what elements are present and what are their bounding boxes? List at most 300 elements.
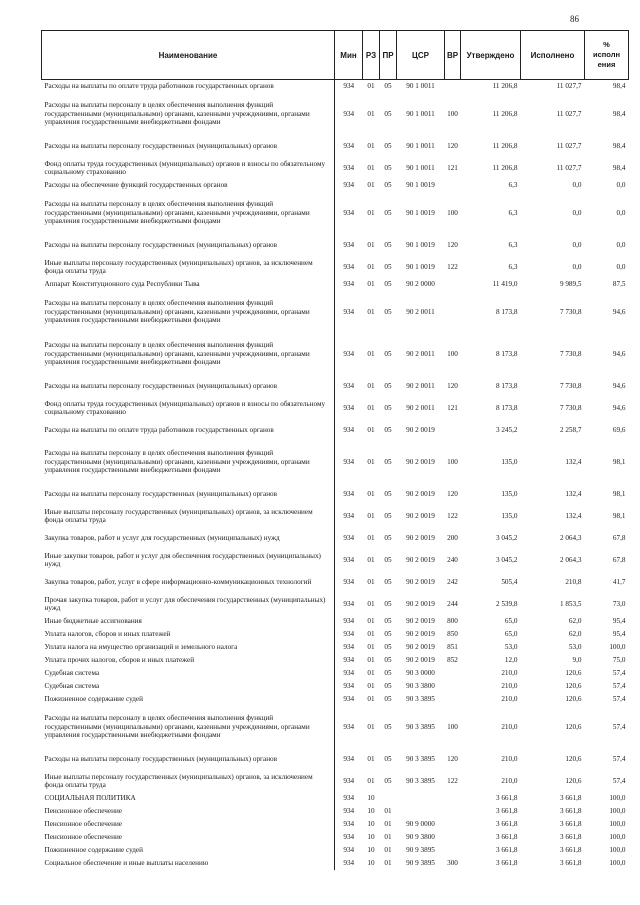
cell-pct: 67,8: [612, 533, 626, 542]
cell-vr: 121: [447, 163, 458, 172]
cell-csr: 90 2 0019: [406, 555, 435, 564]
cell-csr: 90 9 0000: [406, 820, 435, 829]
table-row: [42, 179, 629, 192]
cell-approved: 53,0: [504, 643, 518, 652]
cell-name: Фонд оплаты труда государственных (муниципальных) органов и взносы по обязательному социальному страхованию: [44, 399, 326, 416]
cell-vr: 120: [447, 381, 458, 390]
cell-rz: 01: [367, 577, 375, 586]
cell-min: 934: [335, 628, 363, 641]
cell-vr: [445, 818, 461, 831]
cell-executed: 0,0: [572, 262, 582, 271]
cell-vr: 200: [447, 533, 458, 542]
cell-approved: 11 206,8: [492, 141, 518, 150]
cell-vr: 120: [447, 240, 458, 249]
cell-name: Расходы на выплаты персоналу государственных (муниципальных) органов: [44, 381, 278, 390]
cell-approved: 135,0: [501, 457, 518, 466]
col-rz-header: РЗ: [363, 31, 380, 80]
cell-min: 934: [335, 805, 363, 818]
cell-csr: 90 3 3895: [406, 776, 435, 785]
cell-executed: 9,0: [572, 656, 582, 665]
cell-vr: 122: [447, 511, 458, 520]
cell-name: Расходы на выплаты по оплате труда работников государственных органов: [44, 425, 274, 434]
cell-csr: 90 1 0019: [406, 208, 435, 217]
cell-pct: 57,4: [612, 682, 626, 691]
col-min-header: Мин: [335, 31, 363, 80]
cell-pr: 05: [384, 307, 392, 316]
cell-executed: 7 730,8: [559, 307, 582, 316]
table-row: [42, 641, 629, 654]
cell-vr: [445, 805, 461, 818]
cell-pr: 05: [384, 82, 392, 91]
cell-pr: 01: [384, 859, 392, 868]
col-pct-header: [585, 31, 629, 80]
cell-approved: 6,3: [508, 240, 518, 249]
cell-pct: 87,5: [612, 280, 626, 289]
table-row: [42, 441, 629, 483]
cell-min: 934: [335, 291, 363, 333]
table-header-row: [42, 31, 629, 80]
cell-pr: 05: [384, 457, 392, 466]
cell-approved: 135,0: [501, 511, 518, 520]
cell-min: 934: [335, 693, 363, 706]
cell-executed: 7 730,8: [559, 381, 582, 390]
cell-name: Расходы на выплаты персоналу в целях обеспечения выполнения функций государственными (муниципальными) органами, казенными учреждениями, органами управления государственными внебюджетными фондами: [44, 449, 310, 475]
cell-min: 934: [335, 234, 363, 256]
cell-approved: 135,0: [501, 489, 518, 498]
cell-csr: 90 2 0000: [406, 280, 435, 289]
cell-executed: 132,4: [565, 489, 582, 498]
cell-min: 934: [335, 80, 363, 94]
cell-approved: 210,0: [501, 754, 518, 763]
cell-name: Аппарат Конституционного суда Республики Тыва: [44, 280, 200, 289]
cell-name: Пожизненное содержание судей: [44, 846, 143, 855]
table-row: [42, 615, 629, 628]
cell-pct: 57,4: [612, 669, 626, 678]
cell-vr: 100: [447, 349, 458, 358]
cell-approved: 11 206,8: [492, 82, 518, 91]
cell-vr: [445, 831, 461, 844]
cell-min: 934: [335, 93, 363, 135]
cell-executed: 120,6: [565, 669, 582, 678]
cell-pct: 98,4: [612, 109, 626, 118]
cell-min: 934: [335, 135, 363, 157]
cell-rz: 01: [367, 381, 375, 390]
cell-name: Иные выплаты персоналу государственных (муниципальных) органов, за исключением фонда оплаты труда: [44, 507, 313, 524]
cell-pr: 05: [384, 682, 392, 691]
cell-pr: 05: [384, 722, 392, 731]
cell-approved: 6,3: [508, 208, 518, 217]
cell-pct: 57,4: [612, 722, 626, 731]
cell-pr: 05: [384, 141, 392, 150]
cell-vr: [445, 693, 461, 706]
cell-csr: 90 1 0019: [406, 181, 435, 190]
cell-name: Закупка товаров, работ и услуг для государственных (муниципальных) нужд: [44, 533, 280, 542]
cell-approved: 6,3: [508, 262, 518, 271]
cell-vr: [445, 80, 461, 94]
cell-csr: 90 3 3895: [406, 754, 435, 763]
cell-approved: 210,0: [501, 669, 518, 678]
cell-name: Расходы на выплаты персоналу государственных (муниципальных) органов: [44, 489, 278, 498]
cell-name: Иные выплаты персоналу государственных (муниципальных) органов, за исключением фонда оплаты труда: [44, 258, 313, 275]
cell-csr: 90 9 3895: [406, 859, 435, 868]
cell-rz: 01: [367, 403, 375, 412]
table-row: [42, 693, 629, 706]
cell-min: 934: [335, 593, 363, 615]
cell-pr: 05: [384, 555, 392, 564]
cell-name: Пожизненное содержание судей: [44, 695, 143, 704]
cell-csr: 90 1 0011: [406, 141, 435, 150]
cell-executed: 210,8: [565, 577, 582, 586]
cell-rz: 10: [367, 807, 375, 816]
cell-pct: 57,4: [612, 776, 626, 785]
cell-executed: 62,0: [568, 630, 582, 639]
cell-name: Расходы на выплаты персоналу государственных (муниципальных) органов: [44, 754, 278, 763]
cell-pr: 05: [384, 695, 392, 704]
cell-rz: 01: [367, 163, 375, 172]
col-name-header: Наименование: [42, 31, 335, 80]
cell-min: 934: [335, 192, 363, 234]
cell-name: Судебная система: [44, 682, 100, 691]
cell-rz: 10: [367, 846, 375, 855]
table-row: [42, 375, 629, 397]
cell-vr: 852: [447, 656, 458, 665]
cell-rz: 01: [367, 109, 375, 118]
cell-csr: 90 1 0019: [406, 262, 435, 271]
cell-name: Уплата налогов, сборов и иных платежей: [44, 630, 171, 639]
cell-pct: 95,4: [612, 617, 626, 626]
cell-pct: 98,1: [612, 489, 626, 498]
col-vr-header: ВР: [445, 31, 461, 80]
cell-pct: 100,0: [609, 859, 626, 868]
cell-csr: 90 2 0011: [406, 403, 435, 412]
pct-header-line-1: %: [603, 40, 610, 49]
cell-approved: 2 539,8: [495, 599, 518, 608]
cell-approved: 3 661,8: [495, 820, 518, 829]
cell-pct: 100,0: [609, 820, 626, 829]
cell-rz: 01: [367, 695, 375, 704]
cell-executed: 11 027,7: [556, 163, 582, 172]
cell-csr: [397, 805, 445, 818]
cell-pct: 98,1: [612, 457, 626, 466]
cell-pct: 100,0: [609, 643, 626, 652]
cell-pr: [380, 792, 397, 805]
cell-rz: 01: [367, 533, 375, 542]
table-row: [42, 571, 629, 593]
cell-min: 934: [335, 706, 363, 748]
cell-rz: 01: [367, 599, 375, 608]
cell-vr: [445, 179, 461, 192]
table-row: [42, 278, 629, 291]
cell-name: Иные бюджетные ассигнования: [44, 617, 142, 626]
cell-min: 934: [335, 256, 363, 278]
cell-vr: 122: [447, 262, 458, 271]
col-executed-header: Исполнено: [521, 31, 585, 80]
cell-min: 934: [335, 680, 363, 693]
cell-vr: 244: [447, 599, 458, 608]
table-row: [42, 805, 629, 818]
table-row: [42, 192, 629, 234]
col-csr-header: ЦСР: [397, 31, 445, 80]
cell-rz: 01: [367, 555, 375, 564]
cell-csr: 90 2 0019: [406, 599, 435, 608]
cell-name: Расходы на выплаты по оплате труда работников государственных органов: [44, 82, 274, 91]
cell-pct: 94,6: [612, 403, 626, 412]
table-row: [42, 857, 629, 870]
table-row: [42, 628, 629, 641]
cell-rz: 01: [367, 511, 375, 520]
cell-name: СОЦИАЛЬНАЯ ПОЛИТИКА: [44, 794, 136, 803]
table-row: [42, 157, 629, 179]
cell-csr: 90 9 3800: [406, 833, 435, 842]
cell-pct: 69,6: [612, 425, 626, 434]
cell-pct: 57,4: [612, 695, 626, 704]
cell-executed: 11 027,7: [556, 141, 582, 150]
cell-name: Уплата прочих налогов, сборов и иных платежей: [44, 656, 195, 665]
cell-rz: 01: [367, 754, 375, 763]
cell-min: 934: [335, 770, 363, 792]
cell-rz: 01: [367, 489, 375, 498]
cell-rz: 10: [367, 859, 375, 868]
cell-pr: 05: [384, 181, 392, 190]
cell-csr: 90 2 0011: [406, 381, 435, 390]
table-row: [42, 419, 629, 441]
cell-pct: 100,0: [609, 846, 626, 855]
table-row: [42, 93, 629, 135]
cell-pct: 98,4: [612, 82, 626, 91]
cell-approved: 3 661,8: [495, 859, 518, 868]
cell-pr: 01: [384, 833, 392, 842]
cell-rz: 01: [367, 280, 375, 289]
cell-min: 934: [335, 397, 363, 419]
cell-pct: 57,4: [612, 754, 626, 763]
cell-csr: 90 3 3895: [406, 722, 435, 731]
cell-name: Уплата налога на имущество организаций и земельного налога: [44, 643, 238, 652]
cell-pr: 05: [384, 163, 392, 172]
pct-header-line-3: ения: [597, 60, 616, 69]
cell-name: Иные выплаты персоналу государственных (муниципальных) органов, за исключением фонда оплаты труда: [44, 772, 313, 789]
cell-vr: 850: [447, 630, 458, 639]
table-row: [42, 256, 629, 278]
cell-executed: 3 661,8: [559, 807, 582, 816]
cell-rz: 01: [367, 240, 375, 249]
cell-pr: 05: [384, 489, 392, 498]
cell-executed: 11 027,7: [556, 82, 582, 91]
cell-min: 934: [335, 667, 363, 680]
cell-min: 934: [335, 615, 363, 628]
cell-vr: 120: [447, 141, 458, 150]
cell-min: 934: [335, 654, 363, 667]
cell-name: Фонд оплаты труда государственных (муниципальных) органов и взносы по обязательному социальному страхованию: [44, 159, 326, 176]
cell-name: Прочая закупка товаров, работ и услуг для обеспечения государственных (муниципальных) нужд: [44, 595, 326, 612]
cell-csr: 90 2 0019: [406, 511, 435, 520]
cell-pr: 05: [384, 630, 392, 639]
cell-pr: 05: [384, 425, 392, 434]
cell-vr: 100: [447, 457, 458, 466]
cell-rz: 10: [367, 820, 375, 829]
cell-approved: 11 206,8: [492, 163, 518, 172]
cell-vr: [445, 680, 461, 693]
cell-rz: 01: [367, 457, 375, 466]
cell-name: Иные закупки товаров, работ и услуг для обеспечения государственных (муниципальных) нужд: [44, 551, 321, 568]
cell-pr: 05: [384, 208, 392, 217]
cell-csr: 90 2 0011: [406, 307, 435, 316]
cell-approved: 3 045,2: [495, 533, 518, 542]
cell-vr: 851: [447, 643, 458, 652]
cell-name: Пенсионное обеспечение: [44, 833, 122, 842]
cell-executed: 11 027,7: [556, 109, 582, 118]
cell-name: Социальное обеспечение и иные выплаты населению: [44, 859, 209, 868]
cell-name: Расходы на обеспечение функций государственных органов: [44, 181, 228, 190]
cell-executed: 3 661,8: [559, 859, 582, 868]
cell-approved: 210,0: [501, 776, 518, 785]
cell-vr: 120: [447, 489, 458, 498]
cell-min: 934: [335, 641, 363, 654]
cell-executed: 2 064,3: [559, 555, 582, 564]
cell-csr: 90 1 0011: [406, 163, 435, 172]
cell-min: 934: [335, 505, 363, 527]
cell-pct: 98,4: [612, 141, 626, 150]
cell-csr: 90 3 0000: [406, 669, 435, 678]
cell-executed: 62,0: [568, 617, 582, 626]
table-body: [42, 80, 629, 871]
cell-vr: [445, 844, 461, 857]
cell-csr: [397, 792, 445, 805]
table-row: [42, 80, 629, 94]
cell-approved: 8 173,8: [495, 381, 518, 390]
cell-csr: 90 3 3800: [406, 682, 435, 691]
cell-pr: 05: [384, 533, 392, 542]
cell-approved: 3 045,2: [495, 555, 518, 564]
cell-approved: 8 173,8: [495, 403, 518, 412]
table-row: [42, 667, 629, 680]
cell-executed: 120,6: [565, 722, 582, 731]
cell-name: Расходы на выплаты персоналу в целях обеспечения выполнения функций государственными (муниципальными) органами, казенными учреждениями, органами управления государственными внебюджетными фондами: [44, 200, 310, 226]
cell-min: 934: [335, 844, 363, 857]
cell-min: 934: [335, 792, 363, 805]
cell-rz: 01: [367, 349, 375, 358]
cell-csr: 90 1 0011: [406, 82, 435, 91]
cell-min: 934: [335, 527, 363, 549]
cell-pr: 01: [384, 846, 392, 855]
cell-min: 934: [335, 748, 363, 770]
cell-pct: 94,6: [612, 349, 626, 358]
cell-csr: 90 2 0019: [406, 533, 435, 542]
cell-pct: 0,0: [616, 262, 626, 271]
table-row: [42, 748, 629, 770]
cell-min: 934: [335, 571, 363, 593]
cell-vr: [445, 667, 461, 680]
cell-rz: 01: [367, 141, 375, 150]
cell-vr: 121: [447, 403, 458, 412]
cell-approved: 210,0: [501, 695, 518, 704]
cell-csr: 90 2 0019: [406, 643, 435, 652]
cell-name: Расходы на выплаты персоналу в целях обеспечения выполнения функций государственными (муниципальными) органами, казенными учреждениями, органами управления государственными внебюджетными фондами: [44, 101, 310, 127]
cell-min: 934: [335, 179, 363, 192]
cell-csr: 90 2 0019: [406, 656, 435, 665]
cell-vr: 800: [447, 617, 458, 626]
cell-executed: 53,0: [568, 643, 582, 652]
cell-pct: 0,0: [616, 181, 626, 190]
cell-name: Расходы на выплаты персоналу государственных (муниципальных) органов: [44, 240, 278, 249]
cell-rz: 01: [367, 630, 375, 639]
cell-executed: 7 730,8: [559, 349, 582, 358]
cell-approved: 8 173,8: [495, 307, 518, 316]
cell-pr: 01: [384, 820, 392, 829]
table-row: [42, 549, 629, 571]
table-row: [42, 680, 629, 693]
cell-pr: 05: [384, 109, 392, 118]
table-row: [42, 135, 629, 157]
cell-pr: 05: [384, 511, 392, 520]
cell-name: Закупка товаров, работ, услуг в сфере информационно-коммуникационных технологий: [44, 577, 312, 586]
cell-rz: 01: [367, 262, 375, 271]
cell-approved: 3 661,8: [495, 833, 518, 842]
cell-pct: 0,0: [616, 208, 626, 217]
cell-min: 934: [335, 831, 363, 844]
cell-vr: [445, 278, 461, 291]
cell-csr: 90 1 0011: [406, 109, 435, 118]
cell-rz: 01: [367, 682, 375, 691]
cell-min: 934: [335, 157, 363, 179]
cell-vr: [445, 291, 461, 333]
col-pr-header: ПР: [380, 31, 397, 80]
cell-csr: 90 9 3895: [406, 846, 435, 855]
cell-vr: 100: [447, 722, 458, 731]
pct-header-line-2: исполн: [592, 50, 620, 59]
cell-executed: 2 258,7: [559, 425, 582, 434]
cell-pct: 95,4: [612, 630, 626, 639]
cell-pr: 05: [384, 754, 392, 763]
table-row: [42, 706, 629, 748]
cell-rz: 10: [367, 833, 375, 842]
table-row: [42, 234, 629, 256]
cell-min: 934: [335, 278, 363, 291]
cell-executed: 3 661,8: [559, 833, 582, 842]
budget-execution-table: [41, 30, 629, 870]
cell-executed: 120,6: [565, 695, 582, 704]
col-approved-header: Утверждено: [461, 31, 521, 80]
cell-executed: 7 730,8: [559, 403, 582, 412]
cell-min: 934: [335, 441, 363, 483]
cell-min: 934: [335, 857, 363, 870]
cell-name: Пенсионное обеспечение: [44, 820, 122, 829]
cell-pct: 75,0: [612, 656, 626, 665]
cell-vr: 122: [447, 776, 458, 785]
cell-approved: 11 419,0: [492, 280, 518, 289]
cell-name: Пенсионное обеспечение: [44, 807, 122, 816]
cell-executed: 9 989,5: [559, 280, 582, 289]
cell-approved: 210,0: [501, 722, 518, 731]
cell-executed: 120,6: [565, 776, 582, 785]
cell-csr: 90 2 0019: [406, 457, 435, 466]
cell-pr: 05: [384, 599, 392, 608]
table-row: [42, 654, 629, 667]
cell-name: Судебная система: [44, 669, 100, 678]
cell-pct: 94,6: [612, 381, 626, 390]
cell-pr: 05: [384, 776, 392, 785]
cell-rz: 01: [367, 425, 375, 434]
cell-pct: 67,8: [612, 555, 626, 564]
cell-executed: 1 853,5: [559, 599, 582, 608]
cell-approved: 65,0: [504, 617, 518, 626]
cell-vr: [445, 419, 461, 441]
table-row: [42, 483, 629, 505]
cell-pct: 100,0: [609, 794, 626, 803]
cell-pct: 41,7: [612, 577, 626, 586]
cell-vr: 100: [447, 109, 458, 118]
cell-csr: 90 1 0019: [406, 240, 435, 249]
cell-pr: 05: [384, 349, 392, 358]
